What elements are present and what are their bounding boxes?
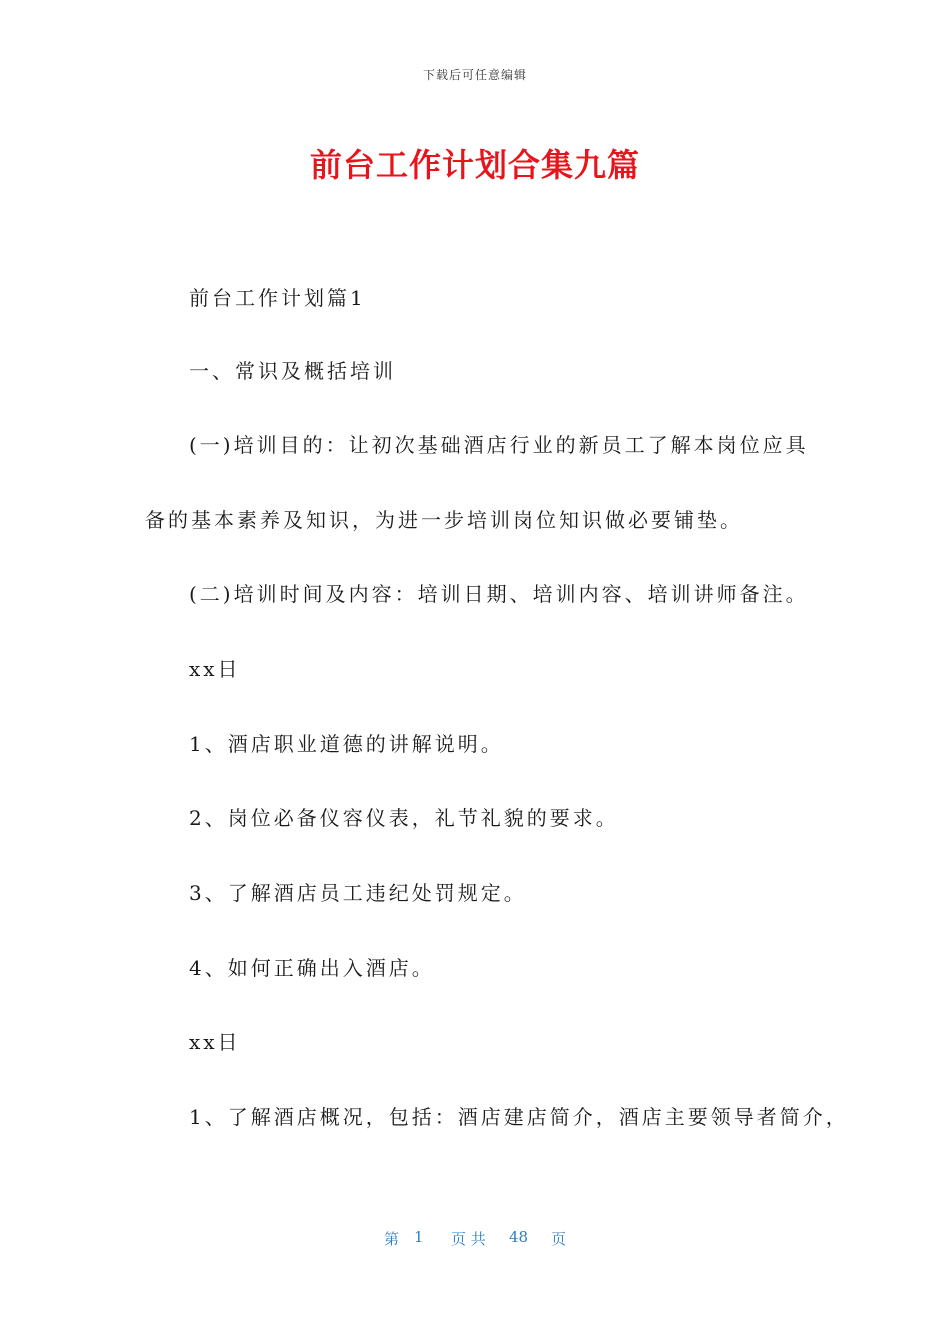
page-label-suffix: 页 [551,1230,567,1248]
page-label-middle: 页 共 [451,1230,486,1248]
page-label-prefix: 第 [384,1230,400,1248]
list-item: 1、酒店职业道德的讲解说明。 [189,732,504,756]
list-item: 2、岗位必备仪容仪表，礼节礼貌的要求。 [189,806,619,830]
page-footer [0,1228,950,1252]
subsection-heading: 一、常识及概括培训 [189,359,396,383]
total-pages: 48 [509,1228,529,1246]
date-line: xx日 [189,1030,241,1054]
date-line: xx日 [189,657,241,681]
paragraph-line: (一)培训目的：让初次基础酒店行业的新员工了解本岗位应具 [189,433,809,457]
paragraph-line: (二)培训时间及内容：培训日期、培训内容、培训讲师备注。 [189,582,809,606]
paragraph-line: 备的基本素养及知识，为进一步培训岗位知识做必要铺垫。 [145,508,743,532]
list-item: 3、了解酒店员工违纪处罚规定。 [189,881,527,905]
document-title: 前台工作计划合集九篇 [309,146,640,184]
list-item: 1、了解酒店概况，包括：酒店建店简介，酒店主要领导者简介， [189,1105,849,1129]
header-note: 下载后可任意编辑 [422,68,527,82]
section-heading: 前台工作计划篇1 [189,286,366,310]
list-item: 4、如何正确出入酒店。 [189,956,435,980]
page-number: 1 [414,1228,424,1246]
